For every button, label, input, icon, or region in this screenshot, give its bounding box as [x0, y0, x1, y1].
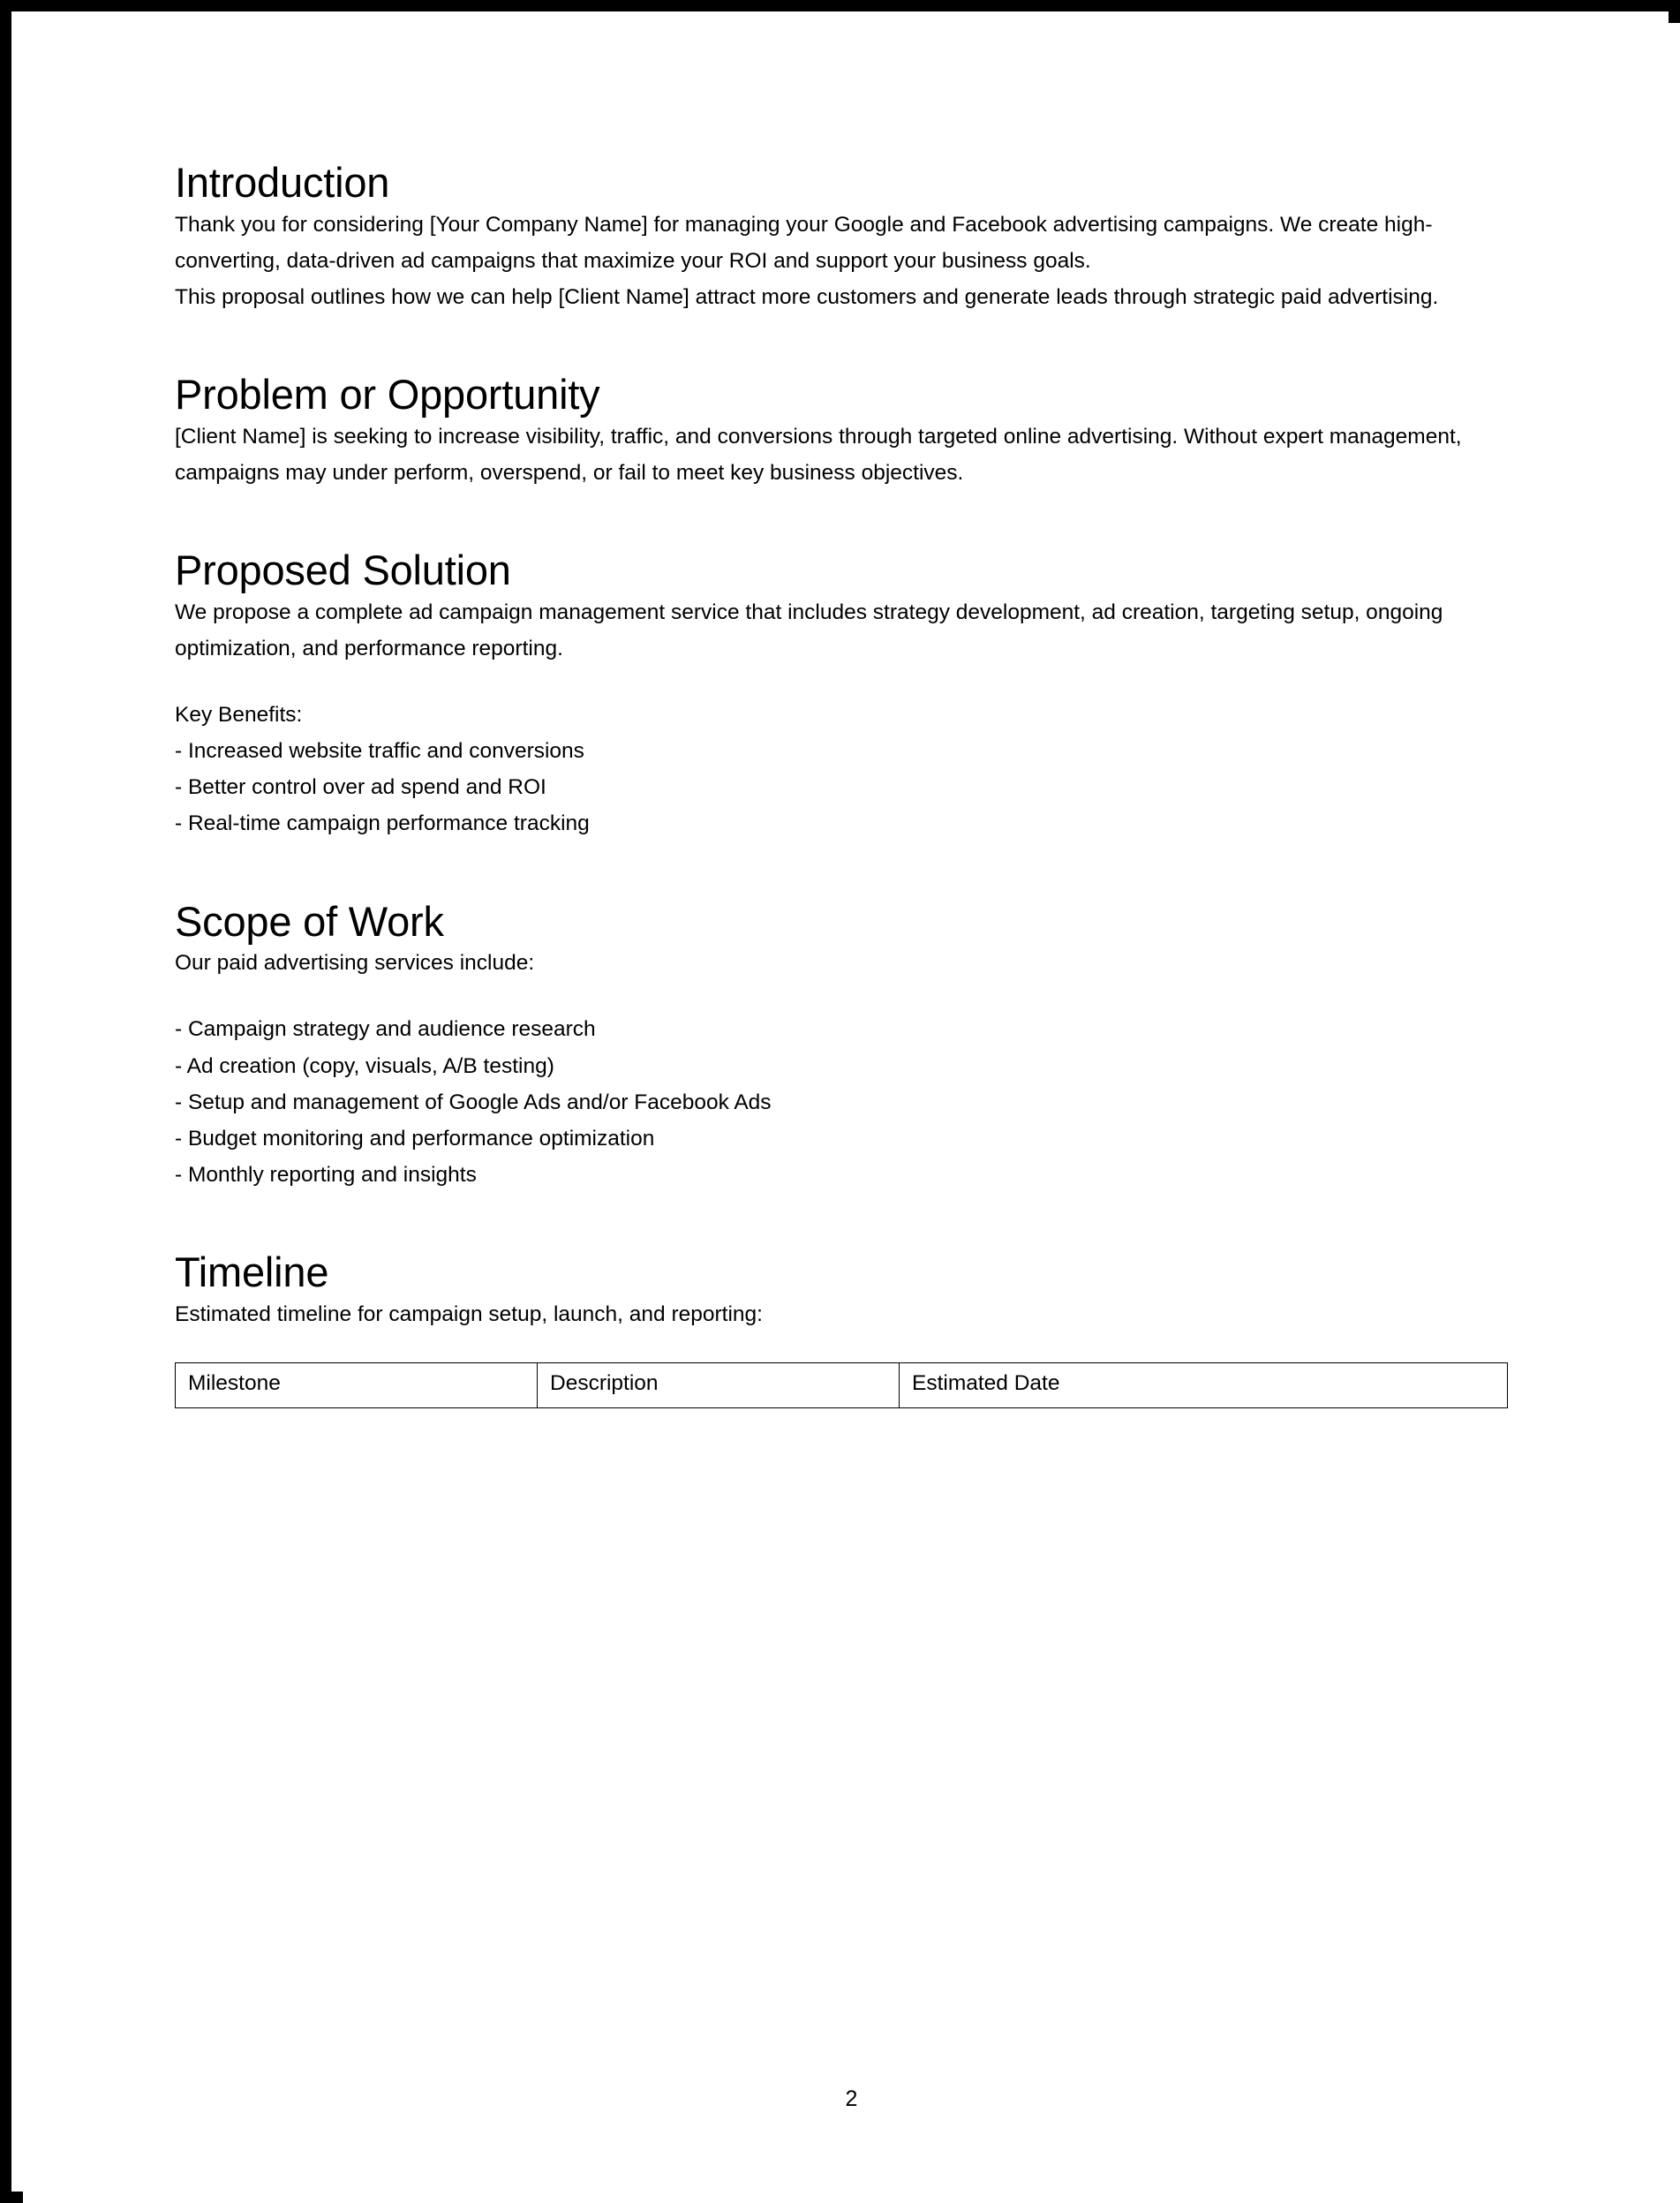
key-benefit-item: - Better control over ad spend and ROI — [175, 775, 546, 800]
heading-introduction: Introduction — [175, 159, 390, 206]
section-timeline — [175, 1249, 1543, 1296]
timeline-intro: Estimated timeline for campaign setup, launch, and reporting: — [175, 1301, 763, 1326]
table-header-estimated-date: Estimated Date — [900, 1362, 1508, 1407]
scope-item: - Campaign strategy and audience research — [175, 1017, 596, 1042]
document-body — [175, 160, 1543, 1408]
introduction-paragraph-2: This proposal outlines how we can help [Client Name] attract more customers and generate leads through strategic paid advertising. — [175, 284, 1439, 309]
section-scope-of-work — [175, 899, 1543, 946]
heading-problem-or-opportunity: Problem or Opportunity — [175, 371, 600, 419]
section-problem-or-opportunity — [175, 372, 1543, 419]
scope-item: - Setup and management of Google Ads and/or Facebook Ads — [175, 1090, 772, 1114]
proposed-solution-paragraph-1: We propose a complete ad campaign management service that includes strategy development, ad creation, targeting setup, ongoing optimization, and performance reporting. — [175, 600, 1443, 660]
page-canvas — [23, 23, 1680, 2203]
scope-item: - Budget monitoring and performance optimization — [175, 1126, 655, 1151]
scope-item: - Monthly reporting and insights — [175, 1163, 477, 1187]
heading-proposed-solution: Proposed Solution — [175, 547, 511, 594]
table-header-row — [176, 1362, 1508, 1407]
scope-of-work-intro: Our paid advertising services include: — [175, 951, 535, 976]
key-benefit-item: - Real-time campaign performance tracking — [175, 811, 590, 836]
heading-timeline: Timeline — [175, 1249, 329, 1296]
heading-scope-of-work: Scope of Work — [175, 897, 444, 945]
scope-item: - Ad creation (copy, visuals, A/B testing) — [175, 1053, 554, 1078]
key-benefits-label: Key Benefits: — [175, 702, 303, 727]
problem-paragraph-1: [Client Name] is seeking to increase visibility, traffic, and conversions through targeted online advertising. Without expert management, campaigns may under perform, overspend, or fail to meet key business objectives. — [175, 424, 1462, 485]
scope-of-work-list — [175, 1011, 1543, 1193]
introduction-paragraph-1: Thank you for considering [Your Company Name] for managing your Google and Facebook advertising campaigns. We create high-converting, data-driven ad campaigns that maximize your ROI and support your business goals. — [175, 212, 1433, 273]
section-proposed-solution — [175, 547, 1543, 594]
timeline-table — [175, 1362, 1508, 1408]
page-number: 2 — [845, 2086, 858, 2111]
table-header-description: Description — [538, 1362, 900, 1407]
key-benefits-block — [175, 697, 1543, 842]
key-benefit-item: - Increased website traffic and conversions — [175, 739, 584, 764]
table-header-milestone: Milestone — [176, 1362, 538, 1407]
section-introduction — [175, 160, 1543, 207]
